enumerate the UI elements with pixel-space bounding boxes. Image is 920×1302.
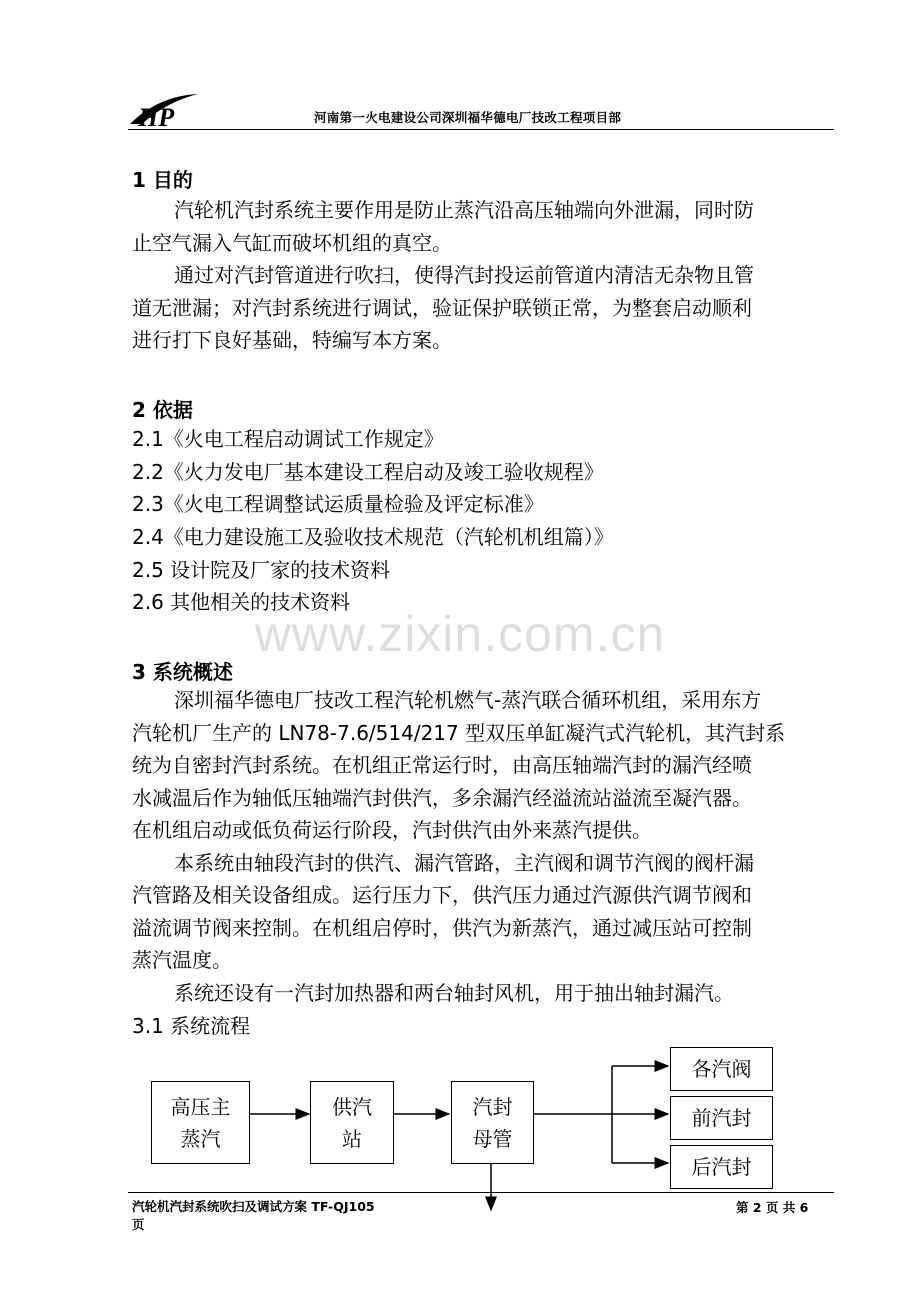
box-front-seal: 前汽封 <box>670 1096 773 1140</box>
box-hp-main-steam <box>151 1081 250 1164</box>
box-label: 站 <box>342 1126 362 1151</box>
footer-page-number: 第 2 页 共 6 <box>736 1200 809 1215</box>
section3-para1-line: 汽轮机厂生产的 LN78-7.6/514/217 型双压单缸凝汽式汽轮机，其汽封系 <box>132 721 786 745</box>
footer-doc-title-wrap: 页 <box>132 1217 145 1232</box>
reference-item: 2.1《火电工程启动调试工作规定》 <box>132 427 444 451</box>
reference-item: 2.3《火电工程调整试运质量检验及评定标准》 <box>132 492 544 516</box>
section3-para1-line: 统为自密封汽封系统。在机组正常运行时，由高压轴端汽封的漏汽经喷 <box>132 753 752 777</box>
box-rear-seal: 后汽封 <box>670 1145 773 1189</box>
section3-para2-line: 本系统由轴段汽封的供汽、漏汽管路，主汽阀和调节汽阀的阀杆漏 <box>174 851 754 875</box>
footer-divider <box>128 1192 834 1193</box>
section1-heading: 1 目的 <box>132 168 193 192</box>
reference-item: 2.5 设计院及厂家的技术资料 <box>132 558 391 582</box>
section1-para2-line3: 进行打下良好基础，特编写本方案。 <box>132 328 452 352</box>
footer-doc-title-line: 汽轮机汽封系统吹扫及调试方案 TF-QJ105 <box>132 1199 375 1214</box>
reference-item: 2.4《电力建设施工及验收技术规范（汽轮机机组篇）》 <box>132 525 614 549</box>
logo-text: HP <box>138 103 175 130</box>
section1-para2-line2: 道无泄漏；对汽封系统进行调试，验证保护联锁正常，为整套启动顺利 <box>132 296 752 320</box>
section3-para1-line: 在机组启动或低负荷运行阶段，汽封供汽由外来蒸汽提供。 <box>132 818 652 842</box>
box-seal-header <box>451 1081 534 1164</box>
section3-para2-line: 溢流调节阀来控制。在机组启停时，供汽为新蒸汽，通过减压站可控制 <box>132 916 752 940</box>
section3-para2-line: 汽管路及相关设备组成。运行压力下，供汽压力通过汽源供汽调节阀和 <box>132 883 752 907</box>
box-label: 高压主 <box>170 1094 231 1119</box>
section3-para1-line: 水减温后作为轴低压轴端汽封供汽，多余漏汽经溢流站溢流至凝汽器。 <box>132 786 752 810</box>
section1-para2-line1: 通过对汽封管道进行吹扫，使得汽封投运前管道内清洁无杂物且管 <box>174 263 754 287</box>
section1-para1-line1: 汽轮机汽封系统主要作用是防止蒸汽沿高压轴端向外泄漏，同时防 <box>174 198 754 222</box>
footer-doc-title <box>132 1198 432 1234</box>
box-label: 母管 <box>472 1126 513 1151</box>
section3-para1-line: 深圳福华德电厂技改工程汽轮机燃气-蒸汽联合循环机组，采用东方 <box>174 688 762 712</box>
section3-heading: 3 系统概述 <box>132 660 233 684</box>
box-valves: 各汽阀 <box>670 1047 773 1091</box>
section2-heading: 2 依据 <box>132 398 193 422</box>
reference-item: 2.6 其他相关的技术资料 <box>132 590 351 614</box>
section3-para3: 系统还设有一汽封加热器和两台轴封风机，用于抽出轴封漏汽。 <box>174 981 734 1005</box>
header-title: 河南第一火电建设公司深圳福华德电厂技改工程项目部 <box>314 110 622 125</box>
section1-para1-line2: 止空气漏入气缸而破坏机组的真空。 <box>132 231 452 255</box>
box-label: 蒸汽 <box>180 1126 221 1151</box>
section3-para2-line: 蒸汽温度。 <box>132 948 232 972</box>
box-label: 汽封 <box>472 1094 513 1119</box>
box-steam-supply-station <box>310 1081 394 1164</box>
reference-item: 2.2《火力发电厂基本建设工程启动及竣工验收规程》 <box>132 460 604 484</box>
section3-1-heading: 3.1 系统流程 <box>132 1014 251 1038</box>
box-label: 供汽 <box>332 1094 372 1119</box>
watermark: www.zixin.com.cn <box>254 606 666 662</box>
